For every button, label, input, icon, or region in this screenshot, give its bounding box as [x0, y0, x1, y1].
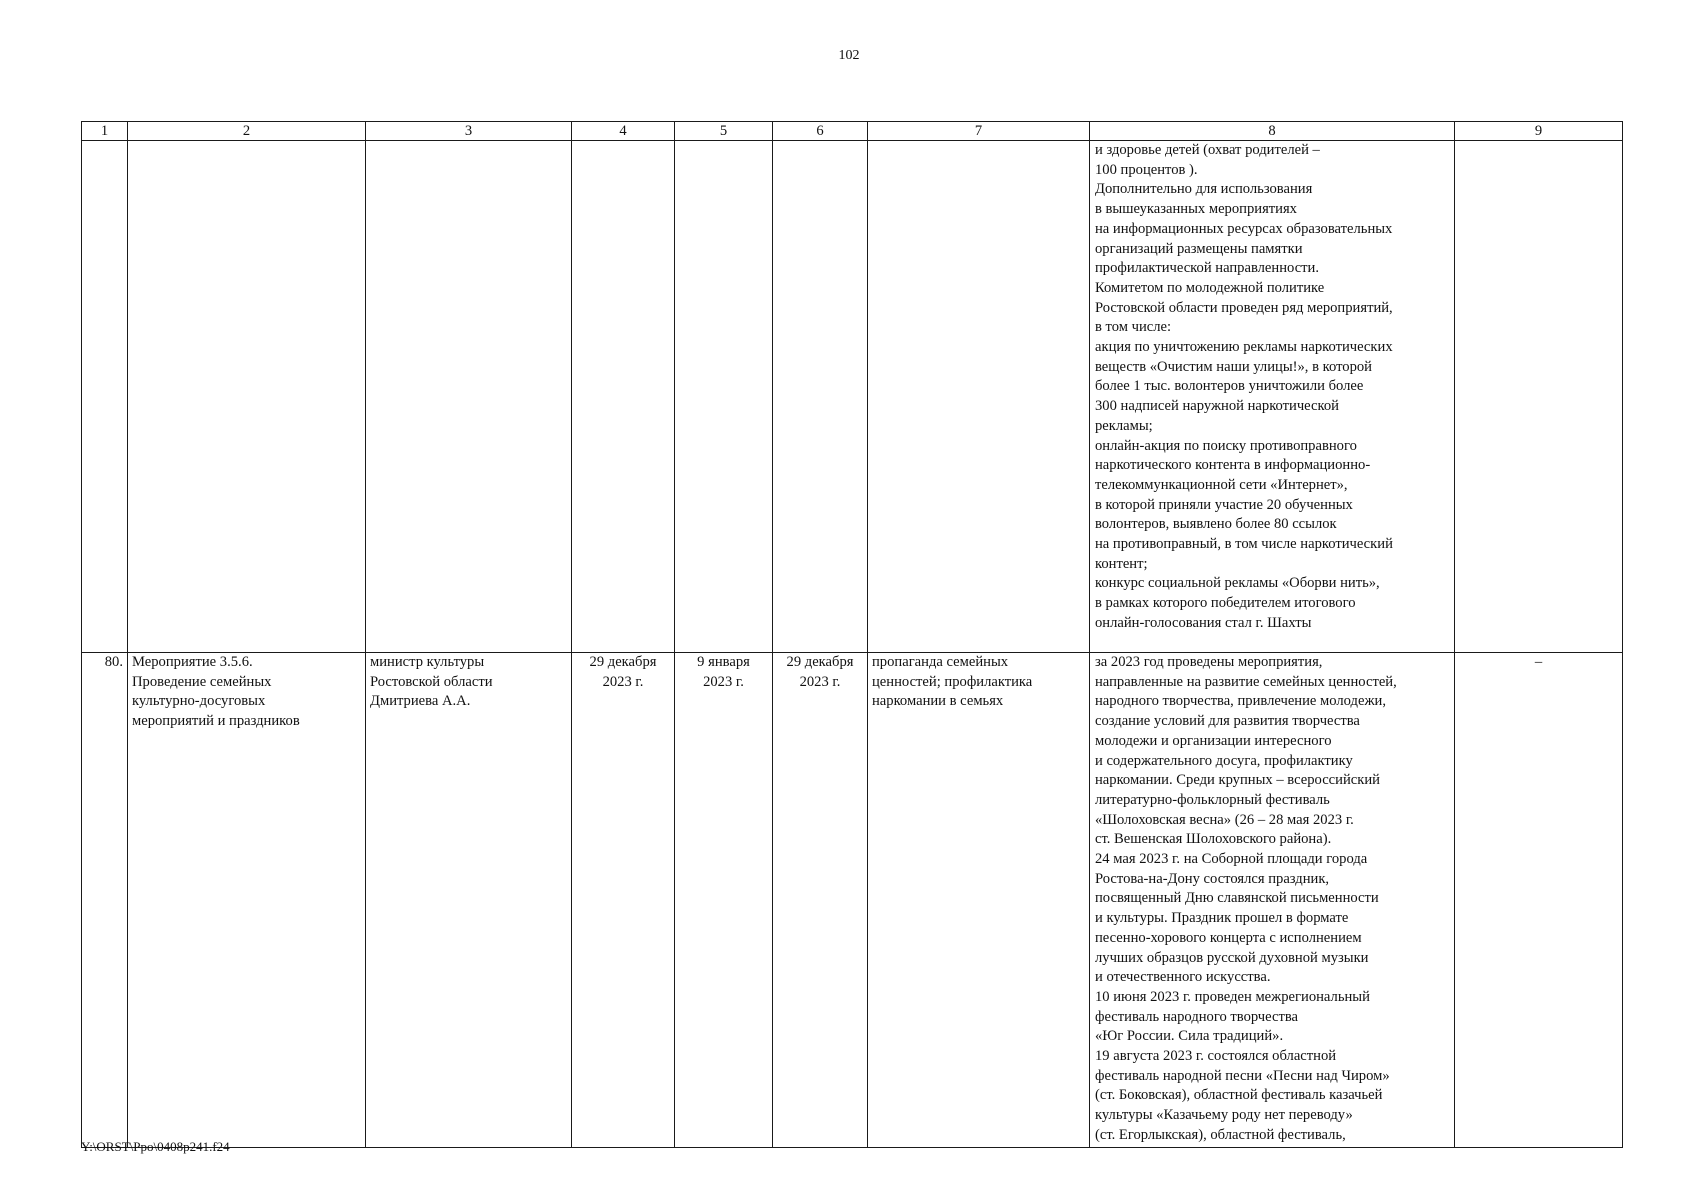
- column-header-6: 6: [773, 122, 868, 141]
- column-header-3: 3: [366, 122, 572, 141]
- results-text-line: Комитетом по молодежной политике: [1095, 279, 1325, 296]
- row-continuation-col1: [82, 141, 128, 653]
- results-text-line: и отечественного искусства.: [1095, 969, 1271, 986]
- responsible-line: министр культуры: [370, 654, 485, 670]
- results-text-line: более 1 тыс. волонтеров уничтожили более: [1095, 378, 1364, 395]
- event-name-line: культурно-досуговых: [132, 693, 266, 710]
- results-text-line: в том числе:: [1095, 319, 1172, 336]
- results-text-line: (ст. Егорлыкская), областной фестиваль,: [1095, 1126, 1346, 1143]
- results-text-line: 10 июня 2023 г. проведен межрегиональный: [1095, 988, 1370, 1005]
- table-row-continuation: [82, 141, 1623, 653]
- event-name-line: мероприятий и праздников: [132, 713, 300, 730]
- results-text-line: песенно-хорового концерта с исполнением: [1095, 929, 1362, 946]
- results-text-line: в рамках которого победителем итогового: [1095, 595, 1356, 612]
- column-header-5: 5: [675, 122, 773, 141]
- results-text-line: и культуры. Праздник прошел в формате: [1095, 910, 1349, 927]
- row-continuation-results-cell: [1090, 141, 1455, 653]
- date-line: 2023 г.: [799, 673, 841, 690]
- planned-date-cell: [572, 653, 675, 1148]
- results-text-line: в вышеуказанных мероприятиях: [1095, 201, 1297, 218]
- responsible-line: Дмитриева А.А.: [370, 693, 471, 710]
- event-name-cell: [128, 653, 366, 1148]
- results-text-line: на информационных ресурсах образовательных: [1095, 220, 1393, 237]
- expected-result-line: пропаганда семейных: [872, 654, 1009, 670]
- results-text-line: акция по уничтожению рекламы наркотических: [1095, 339, 1393, 356]
- results-text-line: профилактической направленности.: [1095, 260, 1320, 277]
- results-text-line: ст. Вешенская Шолоховского района).: [1095, 831, 1332, 848]
- row-continuation-col3: [366, 141, 572, 653]
- results-text-line: наркомании. Среди крупных – всероссийский: [1095, 772, 1380, 789]
- results-text-line: народного творчества, привлечение молодежи,: [1095, 693, 1386, 710]
- expected-result-cell: [868, 653, 1090, 1148]
- row-continuation-col9: [1455, 141, 1623, 653]
- results-text-line: 19 августа 2023 г. состоялся областной: [1095, 1048, 1337, 1065]
- column-number-header-row: [82, 122, 1623, 141]
- expected-result-line: ценностей; профилактика: [872, 673, 1033, 690]
- column-header-4: 4: [572, 122, 675, 141]
- results-text-line: онлайн-акция по поиску противоправного: [1095, 437, 1357, 454]
- results-text-line: Ростовской области проведен ряд мероприятий,: [1095, 299, 1393, 316]
- date-line: 29 декабря: [786, 654, 854, 670]
- results-text-line: в которой приняли участие 20 обученных: [1095, 496, 1353, 513]
- results-text-line: молодежи и организации интересного: [1095, 732, 1332, 749]
- event-name-line: Мероприятие 3.5.6.: [132, 654, 253, 670]
- results-text-line: телекоммункационной сети «Интернет»,: [1095, 476, 1348, 493]
- date-line: 29 декабря: [589, 654, 657, 670]
- results-text-line: 300 надписей наружной наркотической: [1095, 398, 1339, 415]
- end-date-cell: [773, 653, 868, 1148]
- results-text-line: создание условий для развития творчества: [1095, 713, 1360, 730]
- results-text-line: 24 мая 2023 г. на Соборной площади города: [1095, 851, 1368, 868]
- table-row-80: [82, 653, 1623, 1148]
- results-text-line: «Юг России. Сила традиций».: [1095, 1028, 1284, 1045]
- report-table: [81, 121, 1623, 1148]
- results-text-line: «Шолоховская весна» (26 – 28 мая 2023 г.: [1095, 811, 1354, 828]
- results-text-line: фестиваль народного творчества: [1095, 1008, 1299, 1025]
- results-text-line: организаций размещены памятки: [1095, 240, 1303, 257]
- results-text-line: Ростова-на-Дону состоялся праздник,: [1095, 870, 1330, 887]
- results-text-line: 100 процентов ).: [1095, 161, 1198, 178]
- results-text-line: волонтеров, выявлено более 80 ссылок: [1095, 516, 1337, 533]
- results-text-line: и здоровье детей (охват родителей –: [1095, 142, 1320, 158]
- results-text-line: на противоправный, в том числе наркотический: [1095, 536, 1393, 553]
- start-date-cell: [675, 653, 773, 1148]
- results-text-line: рекламы;: [1095, 417, 1153, 434]
- responsible-person-cell: [366, 653, 572, 1148]
- column-header-8: 8: [1090, 122, 1455, 141]
- results-text-line: и содержательного досуга, профилактику: [1095, 752, 1353, 769]
- notes-cell: –: [1455, 653, 1623, 1148]
- footer-file-path: Y:\ORST\Ppo\0408p241.f24: [81, 1139, 230, 1154]
- results-text-line: контент;: [1095, 555, 1148, 572]
- row-continuation-col7: [868, 141, 1090, 653]
- column-header-1: 1: [82, 122, 128, 141]
- results-text-line: литературно-фольклорный фестиваль: [1095, 791, 1330, 808]
- responsible-line: Ростовской области: [370, 673, 493, 690]
- results-text-line: Дополнительно для использования: [1095, 181, 1313, 198]
- results-text-line: наркотического контента в информационно-: [1095, 457, 1371, 474]
- column-header-7: 7: [868, 122, 1090, 141]
- results-text-line: фестиваль народной песни «Песни над Чиром»: [1095, 1067, 1390, 1084]
- row-continuation-col2: [128, 141, 366, 653]
- actual-results-cell: [1090, 653, 1455, 1148]
- results-text-line: онлайн-голосования стал г. Шахты: [1095, 614, 1312, 631]
- row-continuation-col6: [773, 141, 868, 653]
- results-text-line: посвященный Дню славянской письменности: [1095, 890, 1379, 907]
- row-continuation-col5: [675, 141, 773, 653]
- column-header-2: 2: [128, 122, 366, 141]
- row-number: 80.: [82, 653, 128, 1148]
- date-line: 9 января: [697, 654, 750, 670]
- row-continuation-col4: [572, 141, 675, 653]
- results-text-line: лучших образцов русской духовной музыки: [1095, 949, 1369, 966]
- event-name-line: Проведение семейных: [132, 673, 272, 690]
- date-line: 2023 г.: [602, 673, 644, 690]
- results-text-line: направленные на развитие семейных ценностей,: [1095, 673, 1397, 690]
- page-number: 102: [838, 48, 860, 63]
- date-line: 2023 г.: [703, 673, 744, 690]
- results-text-line: за 2023 год проведены мероприятия,: [1095, 654, 1323, 670]
- column-header-9: 9: [1455, 122, 1623, 141]
- results-text-line: (ст. Боковская), областной фестиваль казачьей: [1095, 1087, 1383, 1104]
- results-text-line: конкурс социальной рекламы «Оборви нить»,: [1095, 575, 1380, 592]
- results-text-line: веществ «Очистим наши улицы!», в которой: [1095, 358, 1372, 375]
- results-text-line: культуры «Казачьему роду нет переводу»: [1095, 1107, 1353, 1124]
- expected-result-line: наркомании в семьях: [872, 693, 1004, 710]
